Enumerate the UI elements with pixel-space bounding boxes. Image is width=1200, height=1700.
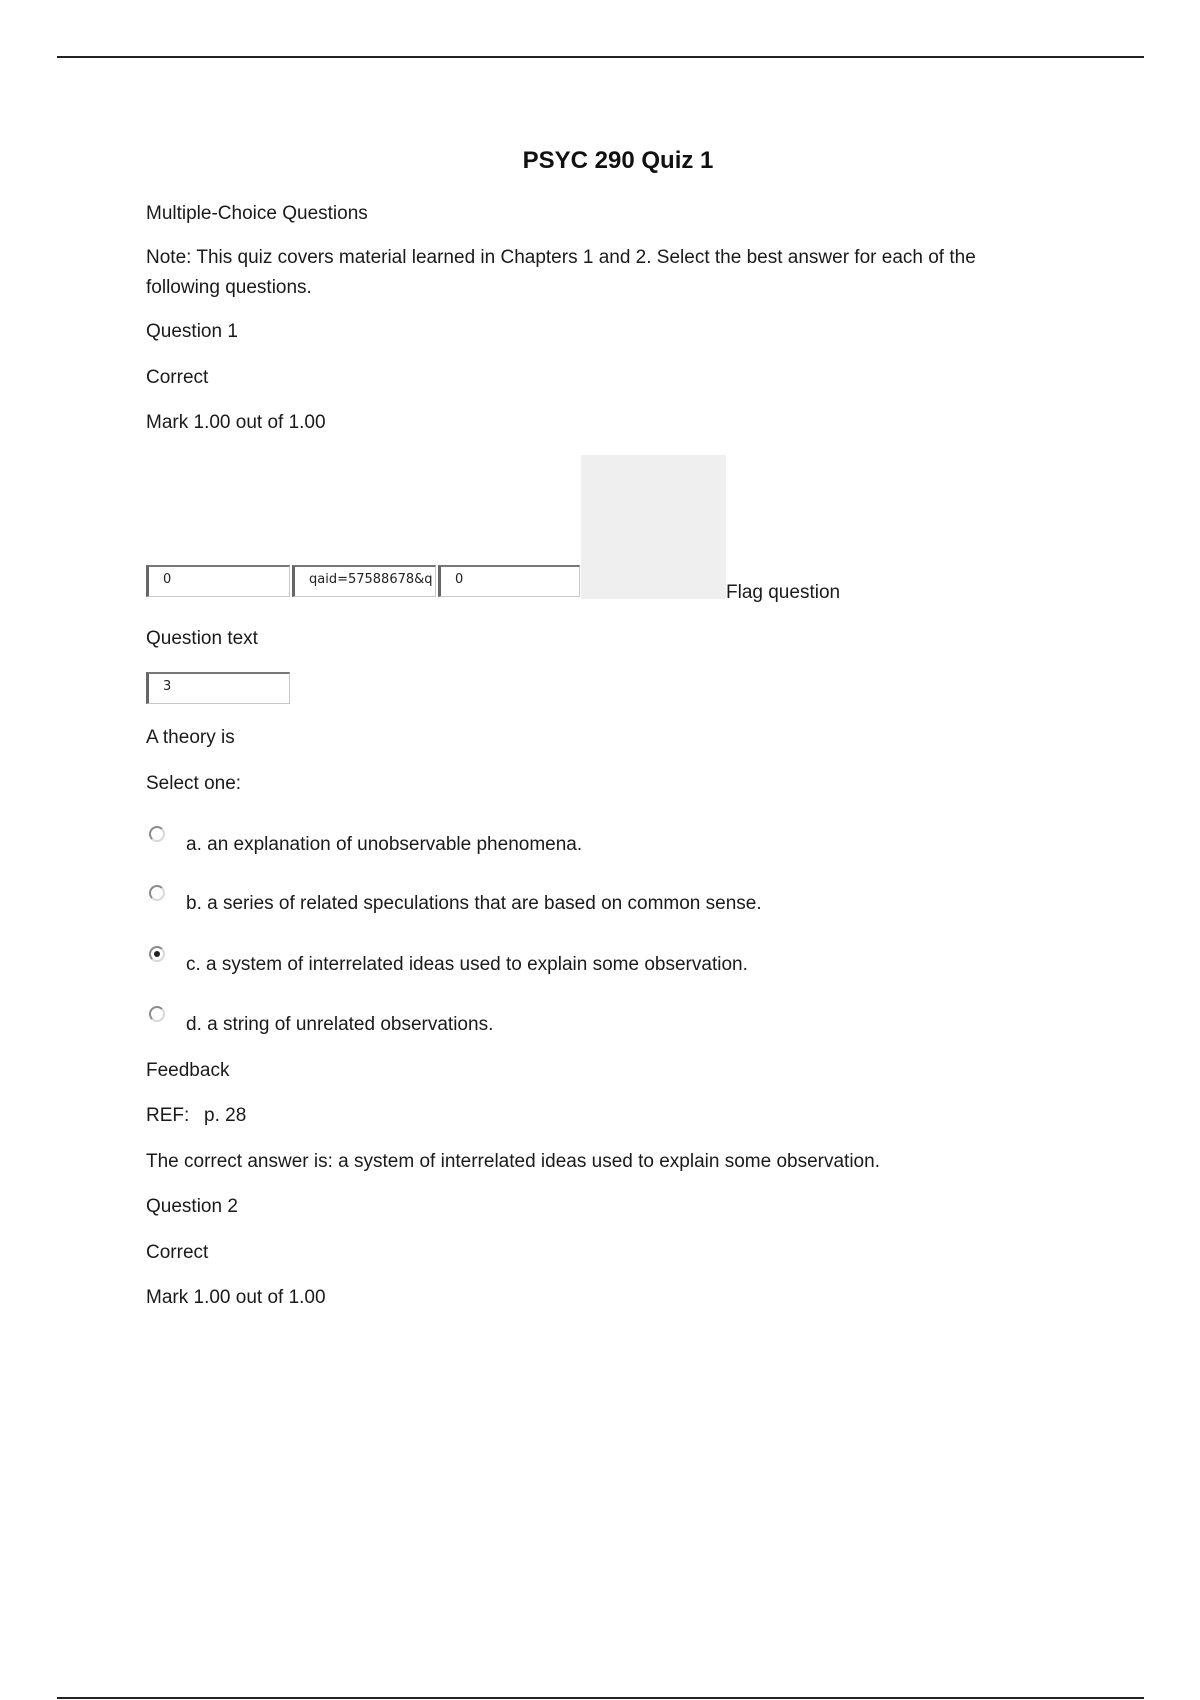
question-prompt: A theory is <box>146 727 235 748</box>
question-1-mark: Mark 1.00 out of 1.00 <box>146 412 326 433</box>
question-text-label: Question text <box>146 628 258 649</box>
option-c-radio[interactable] <box>149 946 165 962</box>
option-d-label[interactable]: d. a string of unrelated observations. <box>186 1014 494 1035</box>
question-2-status: Correct <box>146 1242 209 1263</box>
select-one-label: Select one: <box>146 773 242 794</box>
question-1-status: Correct <box>146 367 209 388</box>
option-c-label[interactable]: c. a system of interrelated ideas used to explain some observation. <box>186 954 748 975</box>
question-2-mark: Mark 1.00 out of 1.00 <box>146 1287 326 1308</box>
hidden-field-flagged[interactable]: 0 <box>438 565 580 597</box>
flag-question-link[interactable]: Flag question <box>726 582 841 603</box>
hidden-field-qaid[interactable]: qaid=57588678&q <box>292 565 436 597</box>
option-a-label[interactable]: a. an explanation of unobservable phenomena. <box>186 834 583 855</box>
option-d-radio[interactable] <box>149 1006 165 1022</box>
ref-value: p. 28 <box>204 1105 247 1126</box>
section-heading: Multiple-Choice Questions <box>146 203 368 224</box>
bottom-rule <box>57 1697 1144 1699</box>
option-b-label[interactable]: b. a series of related speculations that are based on common sense. <box>186 893 762 914</box>
quiz-note: Note: This quiz covers material learned in Chapters 1 and 2. Select the best answer for each of the following questions. <box>146 247 976 298</box>
ref-label: REF: <box>146 1105 190 1126</box>
flag-question-image[interactable] <box>581 455 726 599</box>
question-2-label: Question 2 <box>146 1196 238 1217</box>
option-b-radio[interactable] <box>149 885 165 901</box>
top-rule <box>57 56 1144 58</box>
hidden-field-sequence[interactable]: 0 <box>146 565 290 597</box>
feedback-label: Feedback <box>146 1060 230 1081</box>
question-number-field[interactable]: 3 <box>146 672 290 704</box>
option-a-radio[interactable] <box>149 826 165 842</box>
question-1-label: Question 1 <box>146 321 238 342</box>
correct-answer-text: The correct answer is: a system of interrelated ideas used to explain some observation. <box>146 1151 880 1172</box>
page-title: PSYC 290 Quiz 1 <box>522 147 714 174</box>
